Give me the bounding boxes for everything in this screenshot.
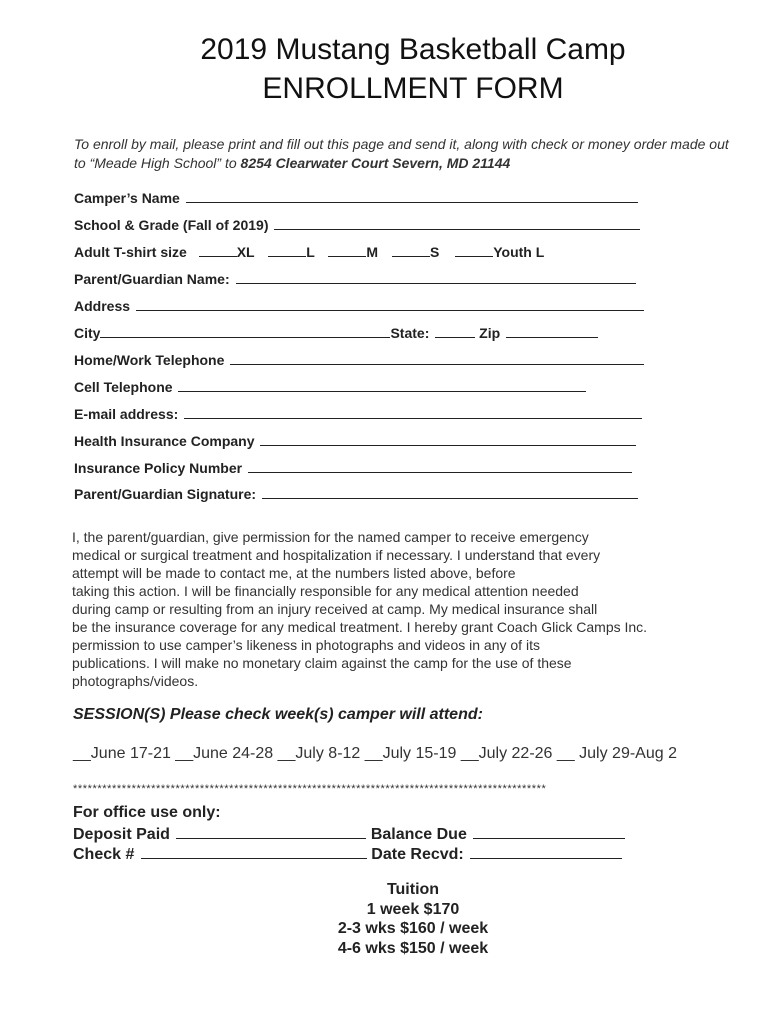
email-field[interactable] xyxy=(74,404,642,423)
intro-text xyxy=(74,135,734,173)
balance-label: Balance Due xyxy=(370,826,467,843)
signature-label: Parent/Guardian Signature: xyxy=(74,486,257,502)
sessions-heading: SESSION(S) Please check week(s) camper will attend: xyxy=(73,706,483,723)
cell-phone-label: Cell Telephone xyxy=(74,379,173,395)
city-state-zip-field xyxy=(74,323,598,342)
email-line[interactable] xyxy=(184,404,642,419)
intro-body: To enroll by mail, please print and fill out this page and send it, along with check or money order made out to “Meade High School” to xyxy=(74,136,729,171)
camper-name-label: Camper’s Name xyxy=(74,190,180,206)
school-grade-label: School & Grade (Fall of 2019) xyxy=(74,217,269,233)
tshirt-youth-line[interactable] xyxy=(455,242,493,257)
cell-phone-line[interactable] xyxy=(178,377,586,392)
deposit-label: Deposit Paid xyxy=(73,826,170,843)
home-phone-line[interactable] xyxy=(230,350,644,365)
permission-line: attempt will be made to contact me, at the numbers listed above, before xyxy=(72,565,516,581)
email-label: E-mail address: xyxy=(74,406,179,422)
home-phone-label: Home/Work Telephone xyxy=(74,352,225,368)
permission-line: during camp or resulting from an injury received at camp. My medical insurance shall xyxy=(72,601,598,617)
policy-number-field[interactable] xyxy=(74,458,632,477)
tshirt-l-label: L xyxy=(306,244,315,260)
tshirt-s-line[interactable] xyxy=(392,242,430,257)
office-row-check xyxy=(73,843,622,865)
tshirt-s-label: S xyxy=(429,244,440,260)
zip-label: Zip xyxy=(479,325,501,341)
home-phone-field[interactable] xyxy=(74,350,644,369)
date-label: Date Recvd: xyxy=(371,846,464,863)
camper-name-field[interactable] xyxy=(74,188,638,207)
state-line[interactable] xyxy=(435,323,475,338)
title-line-2: ENROLLMENT FORM xyxy=(262,72,564,105)
tuition-rate-1: 1 week $170 xyxy=(366,900,460,918)
tuition-rate-2: 2-3 wks $160 / week xyxy=(337,920,489,937)
tuition-rate-3: 4-6 wks $150 / week xyxy=(337,939,489,957)
tuition-block xyxy=(300,880,526,958)
insurance-company-line[interactable] xyxy=(260,431,636,446)
tshirt-l-line[interactable] xyxy=(268,242,306,257)
tshirt-m-label: M xyxy=(366,244,379,260)
tshirt-youth-label: Youth L xyxy=(493,244,545,260)
tshirt-label: Adult T-shirt size xyxy=(74,244,187,260)
insurance-company-label: Health Insurance Company xyxy=(74,433,255,449)
state-label: State: xyxy=(390,325,430,341)
check-label: Check # xyxy=(73,846,135,863)
school-grade-field[interactable] xyxy=(74,215,640,234)
signature-line[interactable] xyxy=(262,484,638,499)
title-line-1: 2019 Mustang Basketball Camp xyxy=(200,33,626,66)
tshirt-xl-line[interactable] xyxy=(199,242,237,257)
permission-line: publications. I will make no monetary claim against the camp for the use of these xyxy=(72,655,572,671)
policy-number-line[interactable] xyxy=(248,458,632,473)
sessions-options[interactable]: __June 17-21 __June 24-28 __July 8-12 __July 15-19 __July 22-26 __ July 29-Aug 2 xyxy=(73,745,677,762)
school-grade-line[interactable] xyxy=(274,215,640,230)
address-field[interactable] xyxy=(74,296,644,315)
signature-field[interactable] xyxy=(74,484,638,503)
tshirt-m-line[interactable] xyxy=(328,242,366,257)
policy-number-label: Insurance Policy Number xyxy=(74,460,243,476)
city-line[interactable] xyxy=(100,323,390,338)
office-row-deposit xyxy=(73,823,625,845)
permission-paragraph xyxy=(72,528,732,690)
permission-line: I, the parent/guardian, give permission for the named camper to receive emergency xyxy=(72,529,589,545)
balance-line[interactable] xyxy=(473,823,625,839)
city-label: City xyxy=(74,325,101,341)
address-line[interactable] xyxy=(136,296,644,311)
parent-name-line[interactable] xyxy=(236,269,636,284)
permission-line: taking this action. I will be financially responsible for any medical attention needed xyxy=(72,583,579,599)
tshirt-size-field xyxy=(74,242,544,261)
address-label: Address xyxy=(74,298,131,314)
check-line[interactable] xyxy=(141,843,367,859)
tuition-heading: Tuition xyxy=(386,881,440,898)
insurance-company-field[interactable] xyxy=(74,431,636,450)
permission-line: photographs/videos. xyxy=(72,673,199,689)
date-line[interactable] xyxy=(470,843,622,859)
zip-line[interactable] xyxy=(506,323,598,338)
permission-line: be the insurance coverage for any medical treatment. I hereby grant Coach Glick Camps Inc. xyxy=(72,619,648,635)
deposit-line[interactable] xyxy=(176,823,366,839)
separator: ************************************************************************************************* xyxy=(73,783,547,795)
office-heading: For office use only: xyxy=(73,804,221,821)
parent-name-field[interactable] xyxy=(74,269,636,288)
permission-line: permission to use camper’s likeness in photographs and videos in any of its xyxy=(72,637,540,653)
camper-name-line[interactable] xyxy=(186,188,638,203)
cell-phone-field[interactable] xyxy=(74,377,586,396)
parent-name-label: Parent/Guardian Name: xyxy=(74,271,230,287)
mailing-address: 8254 Clearwater Court Severn, MD 21144 xyxy=(240,155,511,171)
permission-line: medical or surgical treatment and hospitalization if necessary. I understand that every xyxy=(72,547,601,563)
tshirt-xl-label: XL xyxy=(236,244,255,260)
